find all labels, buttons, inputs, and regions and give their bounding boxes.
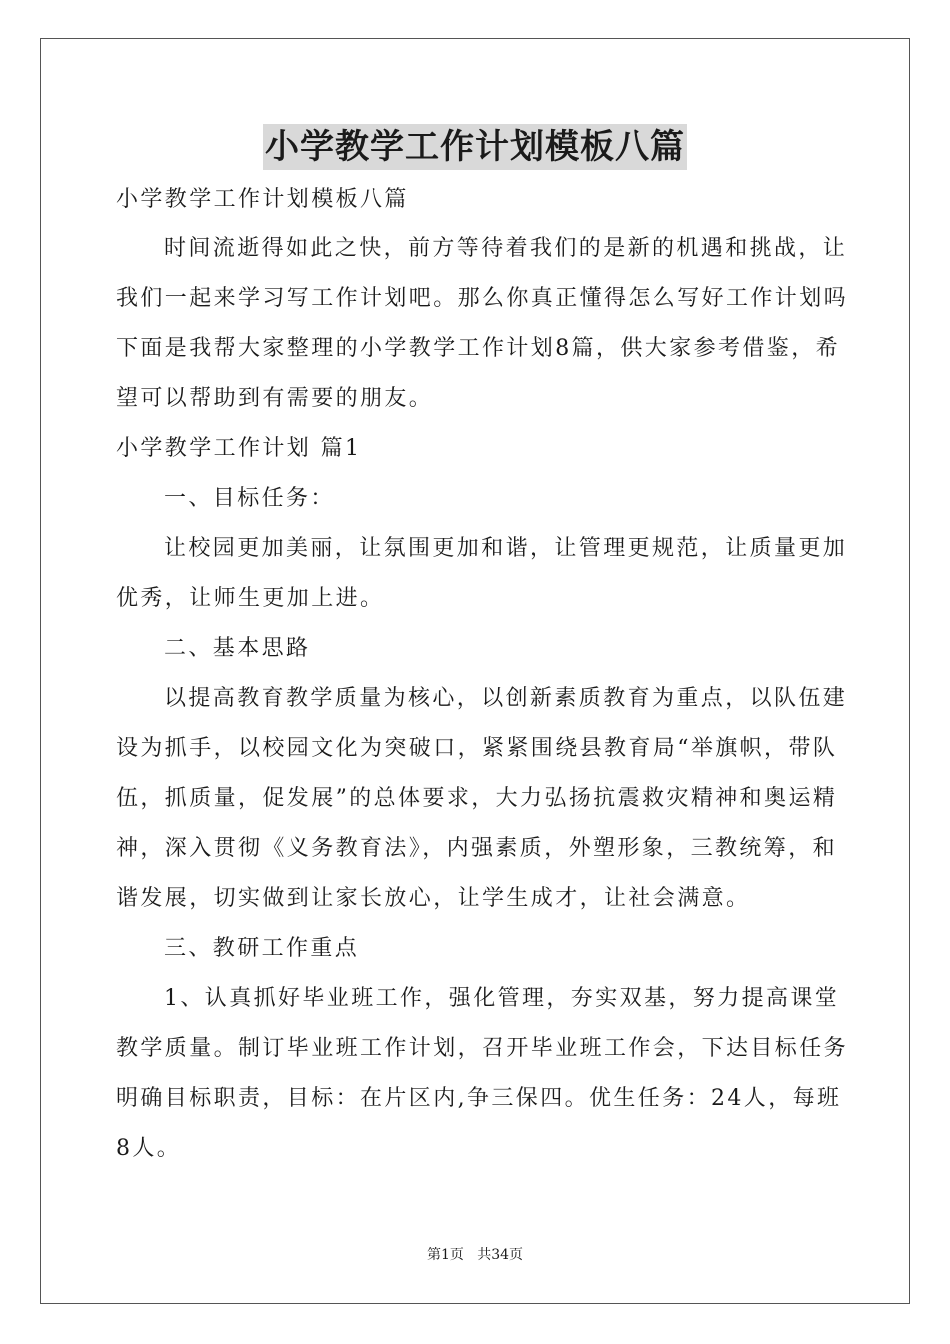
paragraph-line: 教学质量。制订毕业班工作计划，召开毕业班工作会，下达目标任务 [116,1036,849,1061]
paragraph-line: 我们一起来学习写工作计划吧。那么你真正懂得怎么写好工作计划吗 [116,286,849,311]
document-title-text: 小学教学工作计划模板八篇 [263,124,687,170]
paragraph-line: 优秀，让师生更加上进。 [116,586,385,611]
paragraph-line: 伍，抓质量，促发展”的总体要求，大力弘扬抗震救灾精神和奥运精 [116,786,838,811]
page-border [40,38,910,1304]
section-heading: 小学教学工作计划 篇1 [116,436,362,461]
page-footer: 第1页 共34页 [426,1247,524,1263]
paragraph-line: 设为抓手，以校园文化为突破口，紧紧围绕县教育局“举旗帜，带队 [116,736,838,761]
paragraph-line: 下面是我帮大家整理的小学教学工作计划8篇，供大家参考借鉴，希 [116,336,840,361]
subheading: 一、目标任务： [164,486,335,511]
document-title [0,124,950,170]
paragraph-line: 让校园更加美丽，让氛围更加和谐，让管理更规范，让质量更加 [164,536,848,561]
paragraph-line: 时间流逝得如此之快，前方等待着我们的是新的机遇和挑战，让 [164,236,848,261]
paragraph-line: 谐发展，切实做到让家长放心，让学生成才，让社会满意。 [116,886,751,911]
subtitle-line: 小学教学工作计划模板八篇 [116,187,409,212]
paragraph-line: 神，深入贯彻《义务教育法》，内强素质，外塑形象，三教统筹，和 [116,836,838,861]
subheading: 三、教研工作重点 [164,936,360,961]
paragraph-line: 1、认真抓好毕业班工作，强化管理，夯实双基，努力提高课堂 [164,986,840,1011]
paragraph-line: 明确目标职责，目标：在片区内,争三保四。优生任务：24人，每班 [116,1086,842,1111]
paragraph-line: 以提高教育教学质量为核心，以创新素质教育为重点，以队伍建 [164,686,848,711]
paragraph-line: 望可以帮助到有需要的朋友。 [116,386,434,411]
subheading: 二、基本思路 [164,636,311,661]
paragraph-line: 8人。 [116,1136,182,1161]
